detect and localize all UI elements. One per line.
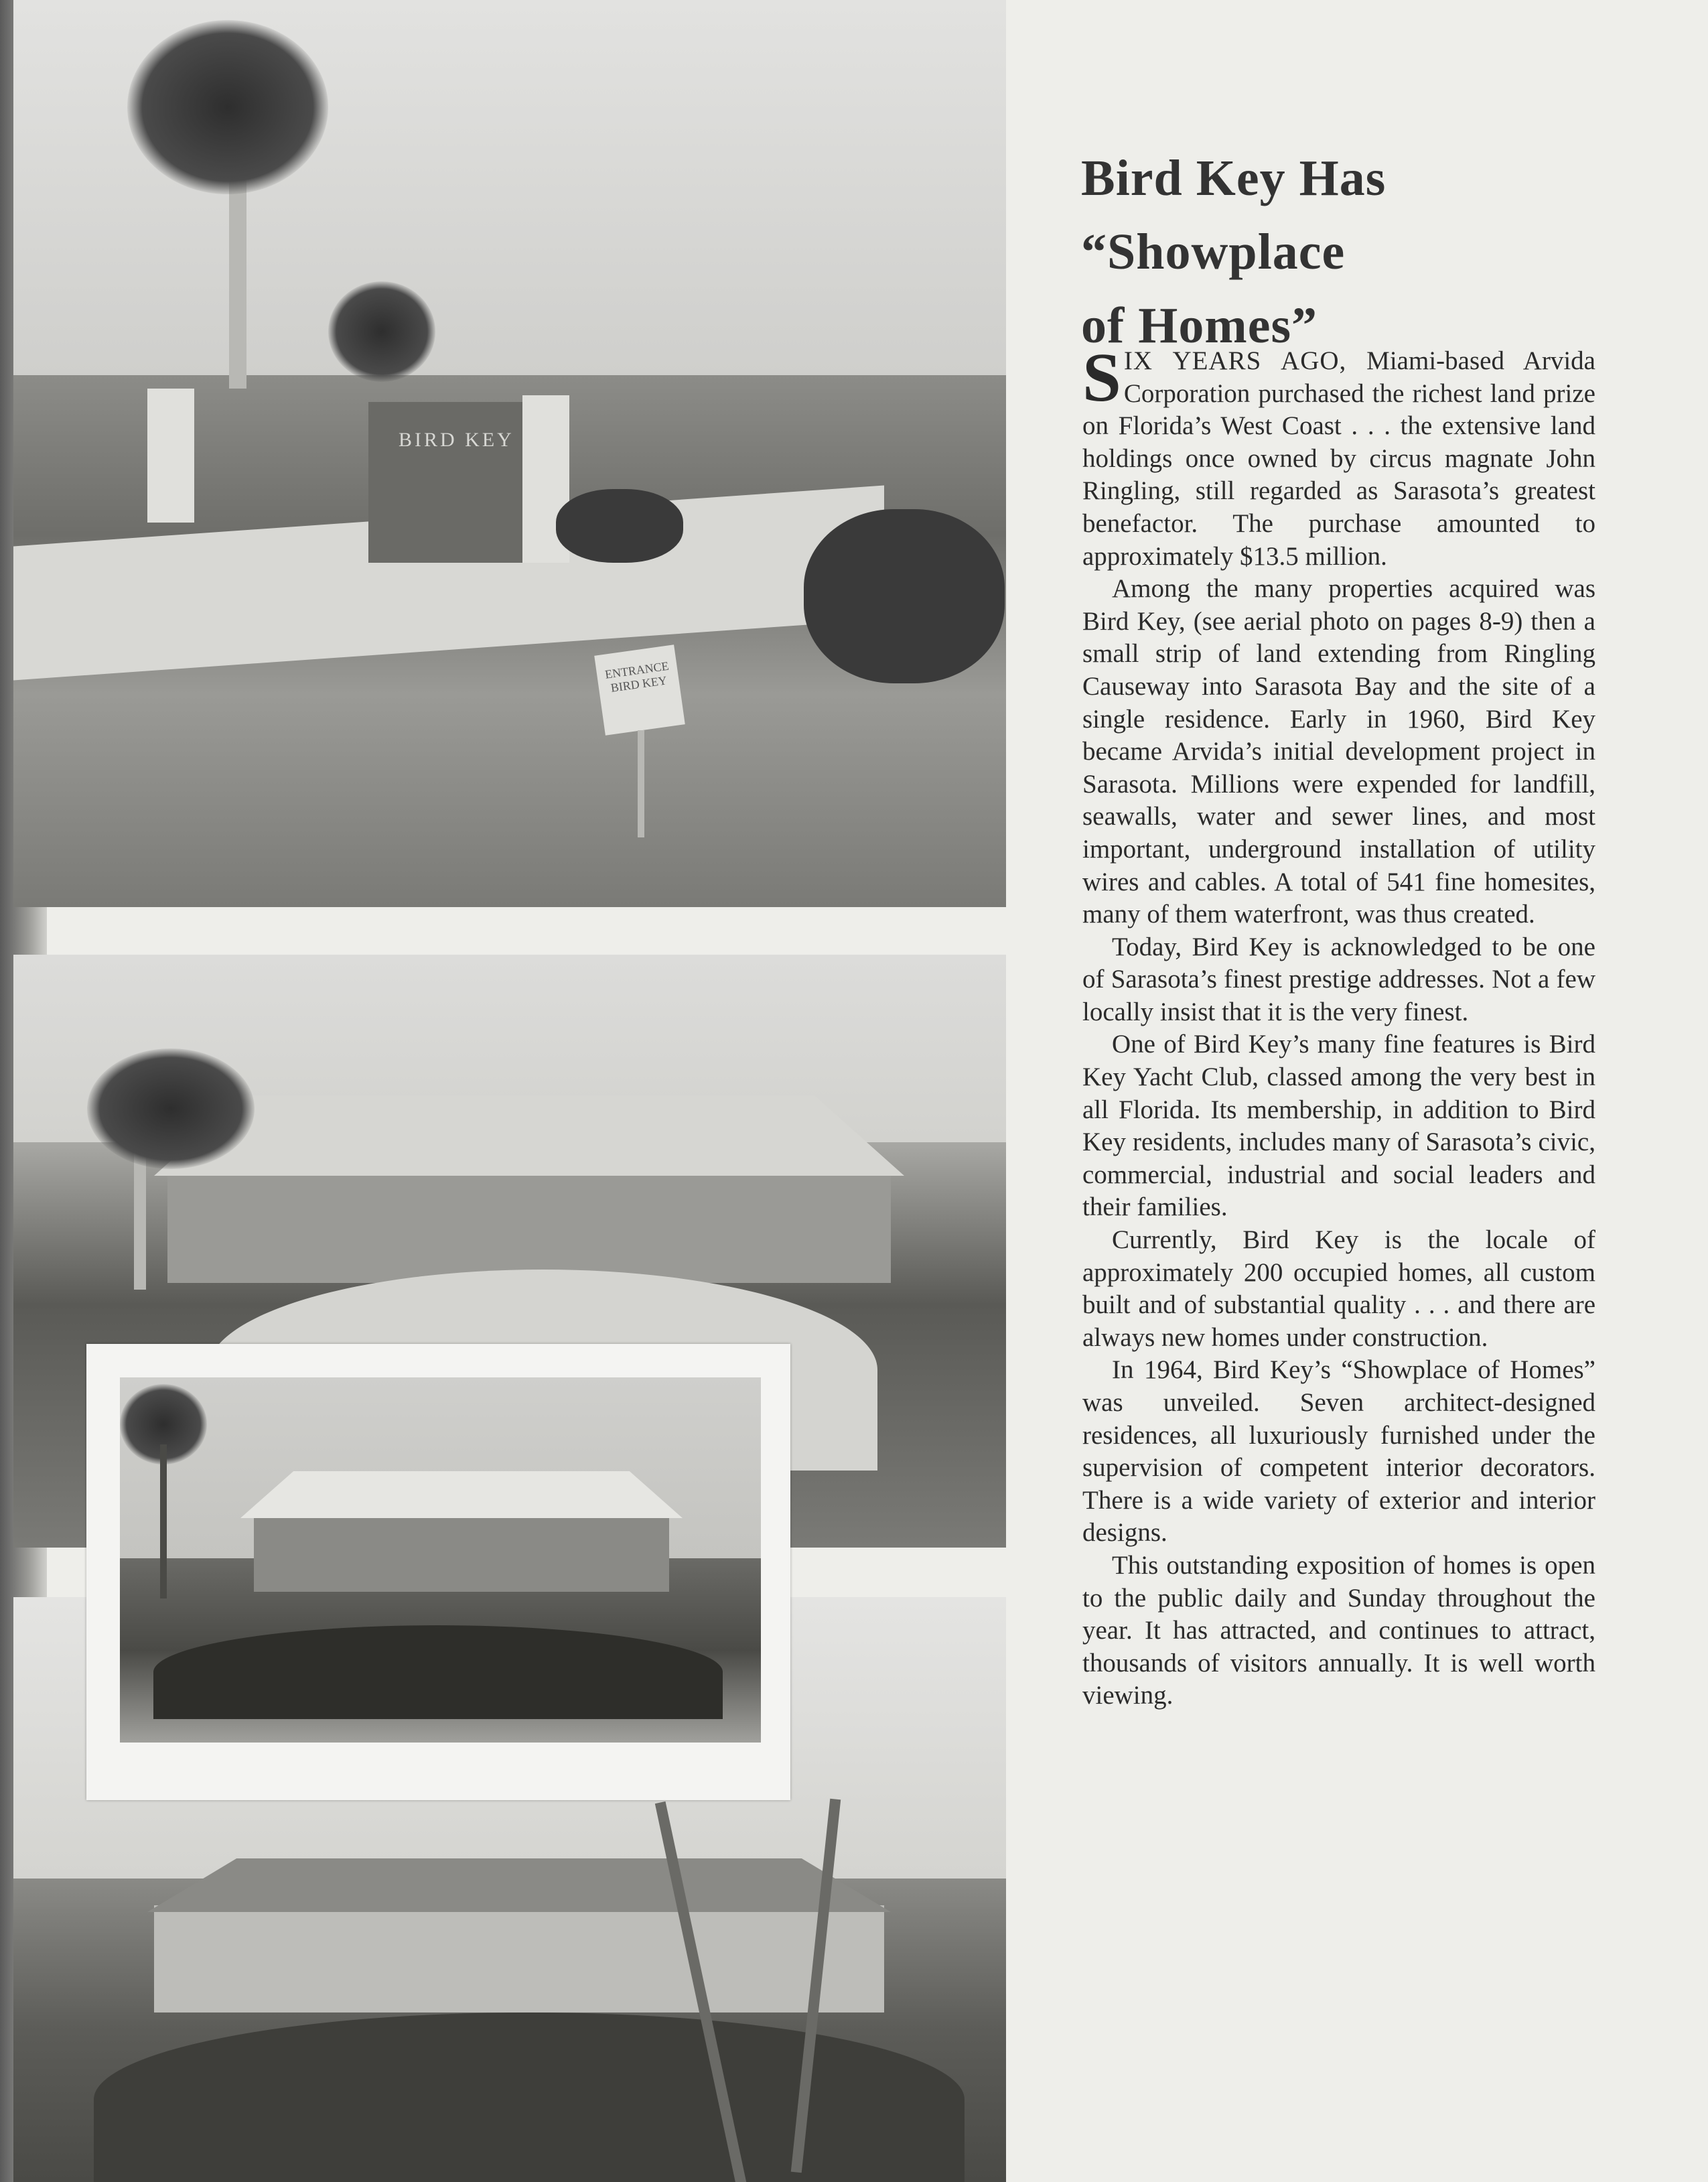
paragraph-6: In 1964, Bird Key’s “Showplace of Homes” was unveiled. Seven architect-designed residences, all luxuriously furnished under the supervision of competent interior decorators. There is a wide variety of exterior and interior designs. bbox=[1082, 1355, 1595, 1548]
lead-in: IX YEARS AGO, bbox=[1123, 346, 1347, 375]
paragraph-4: One of Bird Key’s many fine features is Bird Key Yacht Club, classed among the very best in all Florida. Its membership, in addition to Bird Key residents, includes many of Sarasota’s civic, commercial, industrial and social leaders and their families. bbox=[1082, 1030, 1595, 1222]
paragraph-2: Among the many properties acquired was Bird Key, (see aerial photo on pages 8-9) then a small strip of land extending from Ringling Causeway into Sarasota Bay and the site of a single residence. Early in 1960, Bird Key became Arvida’s initial development project in Sarasota. Millions were expended for landfill, seawalls, water and sewer lines, and most important, underground installation of utility wires and cables. A total of 541 fine homesites, many of them waterfront, was thus created. bbox=[1082, 574, 1595, 929]
inset-photo-frame bbox=[86, 1344, 790, 1800]
paragraph-7: This outstanding exposition of homes is open to the public daily and Sunday throughout the year. It has attracted, and continues to attract, thousands of visitors annually. It is well worth viewing. bbox=[1082, 1550, 1595, 1710]
photo-bird-key-entrance bbox=[13, 0, 1006, 907]
paragraph-5: Currently, Bird Key is the locale of approximately 200 occupied homes, all custom built and of substantial quality . . . and there are always new homes under construction. bbox=[1082, 1225, 1595, 1352]
drop-cap: S bbox=[1082, 339, 1121, 416]
article-title: Bird Key Has “Showplace of Homes” bbox=[1081, 149, 1386, 354]
photo-home-two bbox=[120, 1377, 761, 1743]
paragraph-3: Today, Bird Key is acknowledged to be one of Sarasota’s finest prestige addresses. Not a few locally insist that it is the very finest. bbox=[1082, 932, 1595, 1026]
entrance-post-sign: ENTRANCE BIRD KEY bbox=[594, 644, 685, 736]
entrance-sign-text: BIRD KEY bbox=[399, 429, 514, 451]
paragraph-1: SIX YEARS AGO, Miami-based Arvida Corporation purchased the richest land prize on Florida’s West Coast . . . the extensive land holdings once owned by circus magnate John Ringling, still regarded as Sarasota’s greatest benefactor. The purchase amounted to approximately $13.5 million. bbox=[1082, 339, 1595, 571]
article-body bbox=[1082, 339, 1595, 1712]
